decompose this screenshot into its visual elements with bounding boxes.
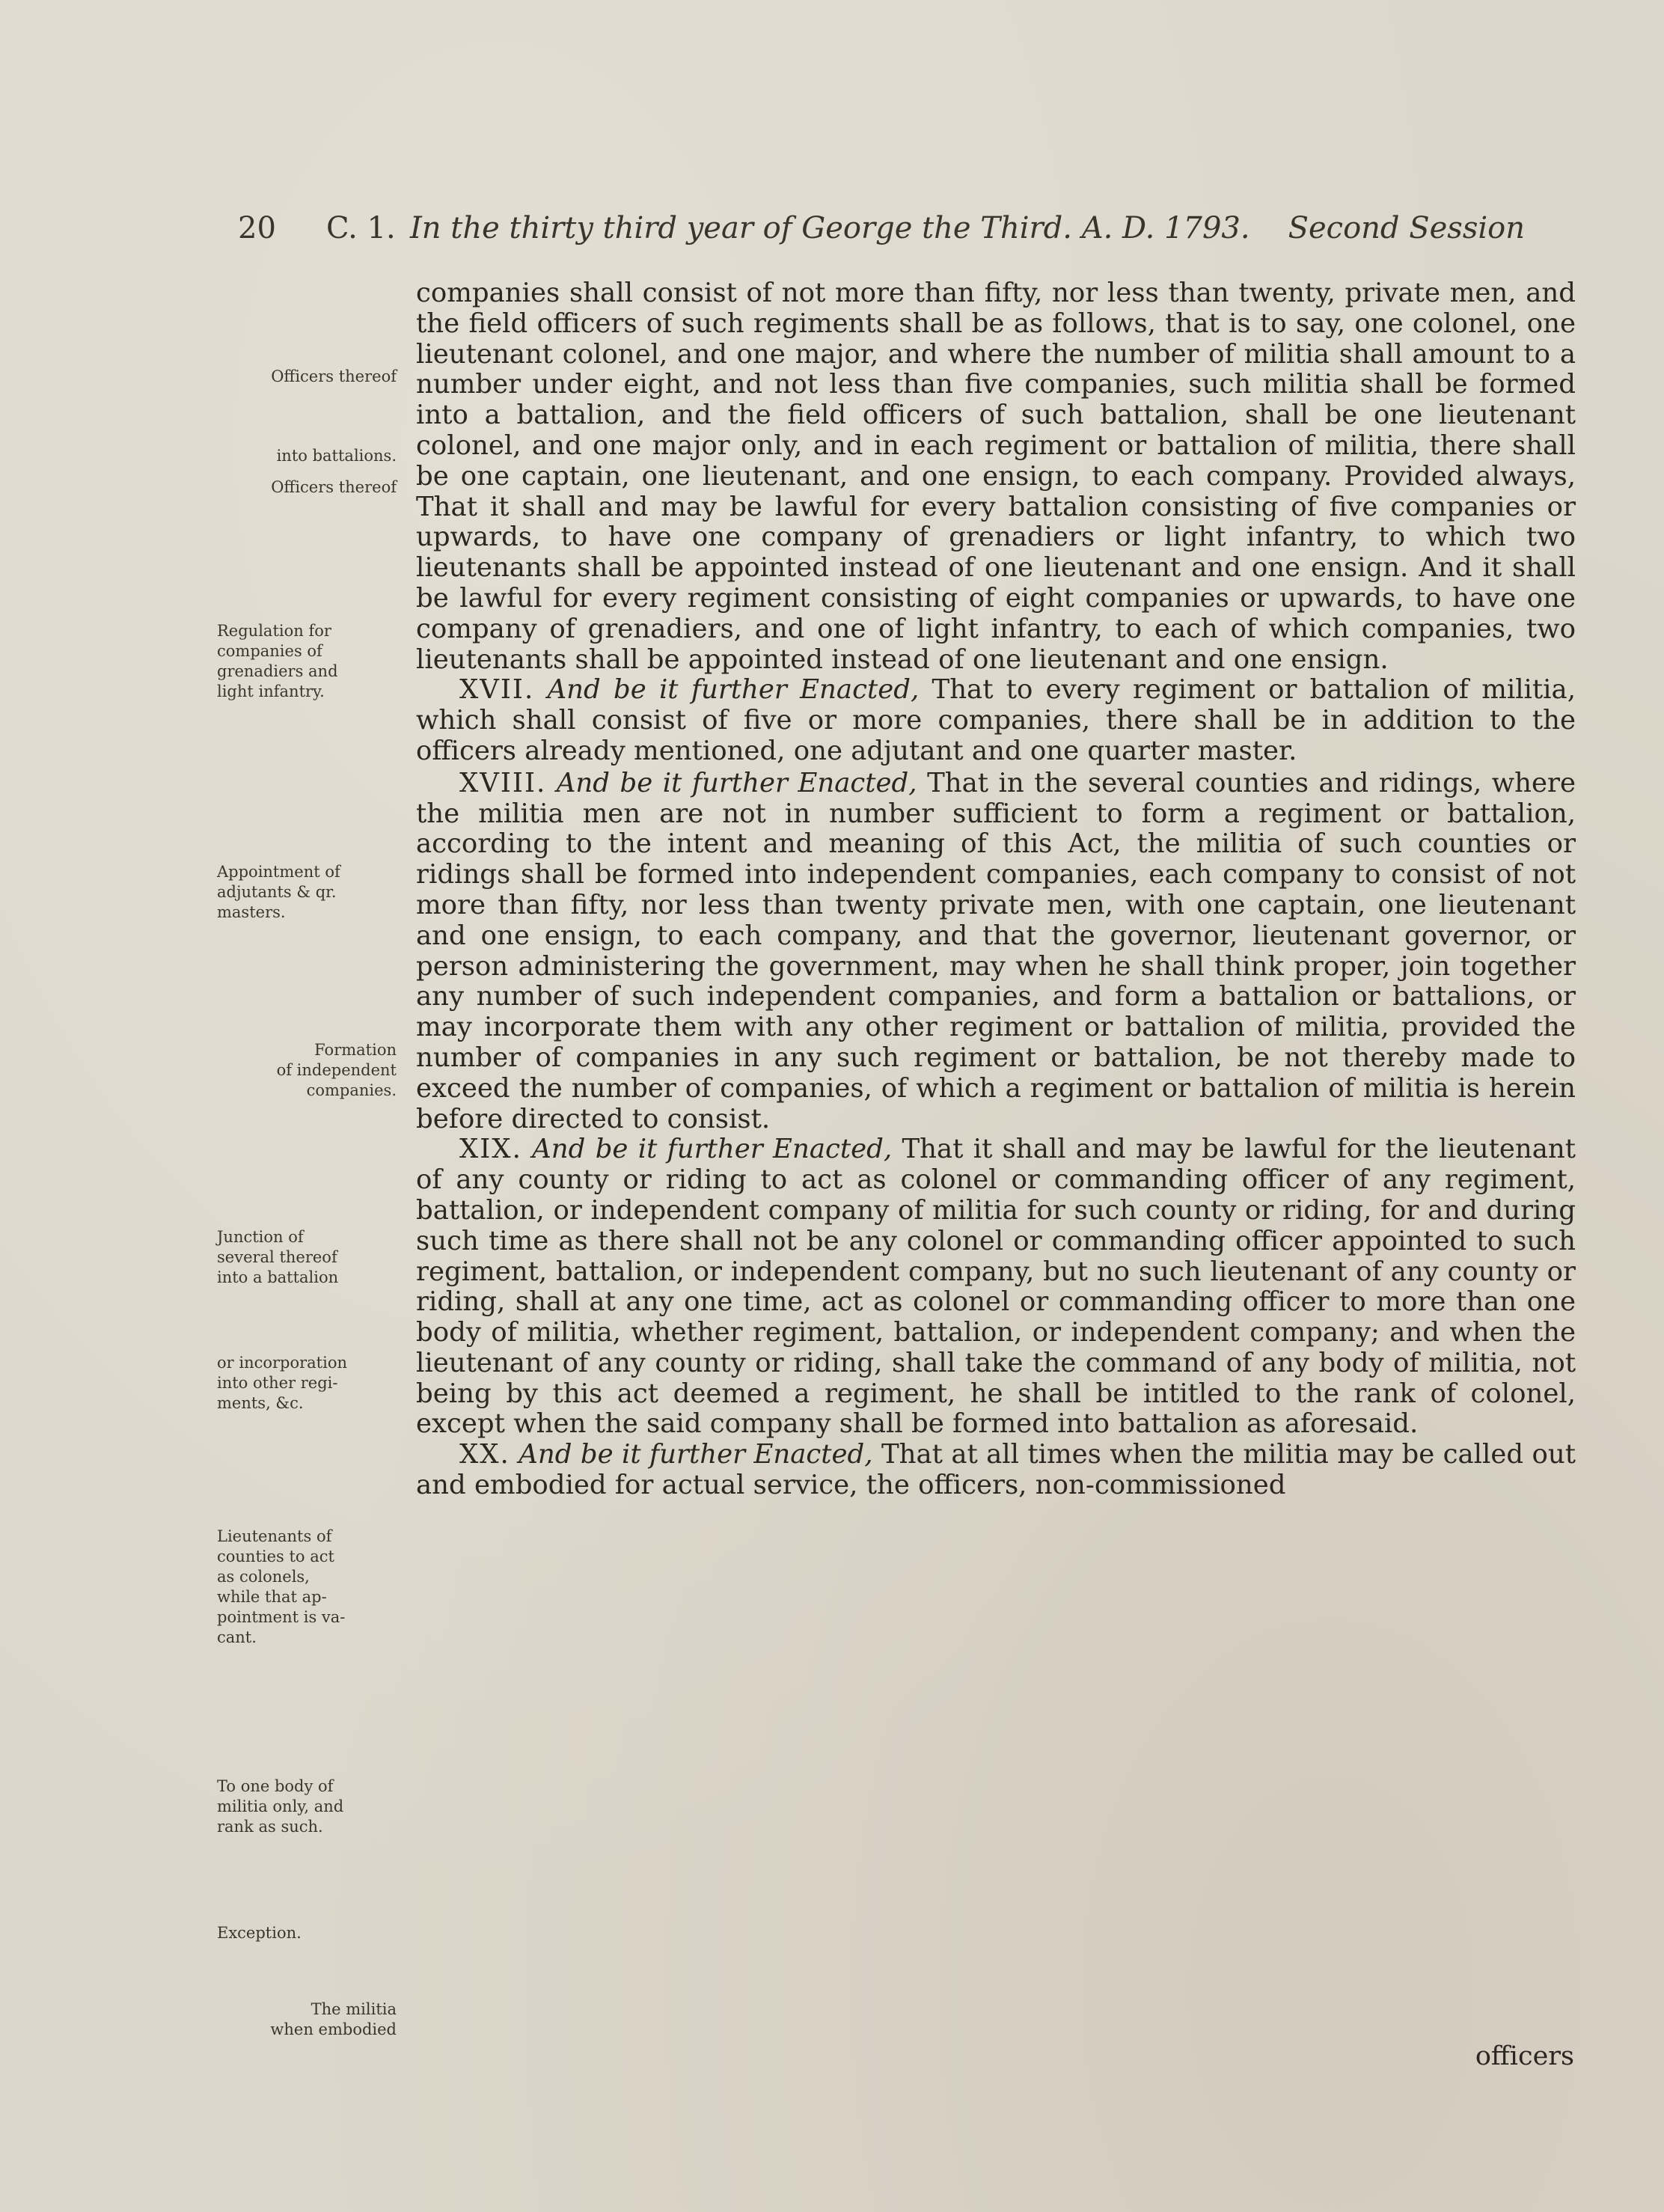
margin-note: or incorporation into other regi- ments, &c. — [217, 1354, 348, 1412]
margin-note: into battalions. — [276, 447, 397, 465]
section-number: XX. — [459, 1439, 510, 1470]
margin-note: Regulation for companies of grenadiers and light infantry. — [217, 622, 338, 700]
margin-note: Officers thereof — [271, 367, 397, 385]
section-xvii — [416, 675, 1576, 766]
section-xx — [416, 1440, 1576, 1501]
section-number: XVIII. — [459, 767, 547, 798]
margin-note: Exception. — [217, 1924, 302, 1942]
section-text: That in the several counties and ridings, where the militia men are not in number sufficient to form a regiment or battalion, according to the intent and meaning of this Act, the militia of such counties or ridings shall be formed into independent companies, each company to consist of not more than fifty, nor less than twenty private men, with one captain, one lieutenant and one ensign, to each company, and that the governor, lieutenant governor, or person administering the government, may when he shall think proper, join together any number of such independent companies, and form a battalion or battalions, or may incorporate them with any other regiment or battalion of militia, provided the number of companies in any such regiment or battalion, be not thereby made to exceed the number of companies, of which a regiment or battalion of militia is herein before directed to consist. — [416, 767, 1576, 1134]
section-number: XVII. — [459, 674, 535, 706]
margin-note: Junction of several thereof into a battalion — [217, 1228, 339, 1286]
margin-note: To one body of militia only, and rank as such. — [217, 1777, 344, 1836]
header-session: Second Session — [1288, 211, 1525, 245]
running-header — [238, 202, 1525, 254]
section-text: That at all times when the militia may be called out and embodied for actual service, the officers, non-commissioned — [416, 1439, 1576, 1501]
main-text — [416, 278, 1576, 1501]
enacting-clause: And be it further Enacted, — [532, 1134, 893, 1165]
section-text: That it shall and may be lawful for the lieutenant of any county or riding to act as colonel or commanding officer of any regiment, battalion, or independent company of militia for such county or riding, for and during such time as there shall not be any colonel or commanding officer appointed to such regiment, battalion, or independent company, but no such lieutenant of any county or riding, shall at any one time, act as colonel or commanding officer to more than one body of militia, whether regiment, battalion, or independent company; and when the lieutenant of any county or riding, shall take the command of any body of militia, not being by this act deemed a regiment, he shall be intitled to the rank of colonel, except when the said company shall be formed into battalion as aforesaid. — [416, 1134, 1576, 1440]
section-xix — [416, 1134, 1576, 1440]
enacting-clause: And be it further Enacted, — [547, 674, 920, 706]
section-xviii — [416, 769, 1576, 1135]
enacting-clause: And be it further Enacted, — [556, 767, 917, 798]
margin-note: Formation of independent companies. — [276, 1041, 397, 1099]
margin-note: Officers thereof — [271, 478, 397, 496]
catchword: officers — [1475, 2041, 1574, 2071]
page-number: 20 — [238, 211, 276, 245]
header-title: In the thirty third year of George the Third. A. D. 1793. — [410, 211, 1250, 245]
chapter-number: C. 1. — [326, 211, 396, 245]
section-number: XIX. — [459, 1134, 522, 1165]
margin-note: Appointment of adjutants & qr. masters. — [217, 863, 340, 921]
margin-note: The militia when embodied — [270, 2000, 397, 2038]
paragraph-continuation: companies shall consist of not more than fifty, nor less than twenty, private men, and the field officers of such regiments shall be as follows, that is to say, one colonel, one lieutenant colonel, and one major, and where the number of militia shall amount to a number under eight, and not less than five companies, such militia shall be formed into a battalion, and the field officers of such battalion, shall be one lieutenant colonel, and one major only, and in each regiment or battalion of militia, there shall be one captain, one lieutenant, and one ensign, to each company. Provided always, That it shall and may be lawful for every battalion consisting of five companies or upwards, to have one company of grenadiers or light infantry, to which two lieutenants shall be appointed instead of one lieutenant and one ensign. And it shall be lawful for every regiment consisting of eight companies or upwards, to have one company of grenadiers, and one of light infantry, to each of which companies, two lieutenants shall be appointed instead of one lieutenant and one ensign. — [416, 278, 1576, 675]
enacting-clause: And be it further Enacted, — [519, 1439, 873, 1470]
section-text: That to every regiment or battalion of militia, which shall consist of five or more companies, there shall be in addition to the officers already mentioned, one adjutant and one quarter master. — [416, 674, 1576, 766]
margin-note: Lieutenants of counties to act as colonels, while that ap- pointment is va- cant. — [217, 1527, 346, 1646]
